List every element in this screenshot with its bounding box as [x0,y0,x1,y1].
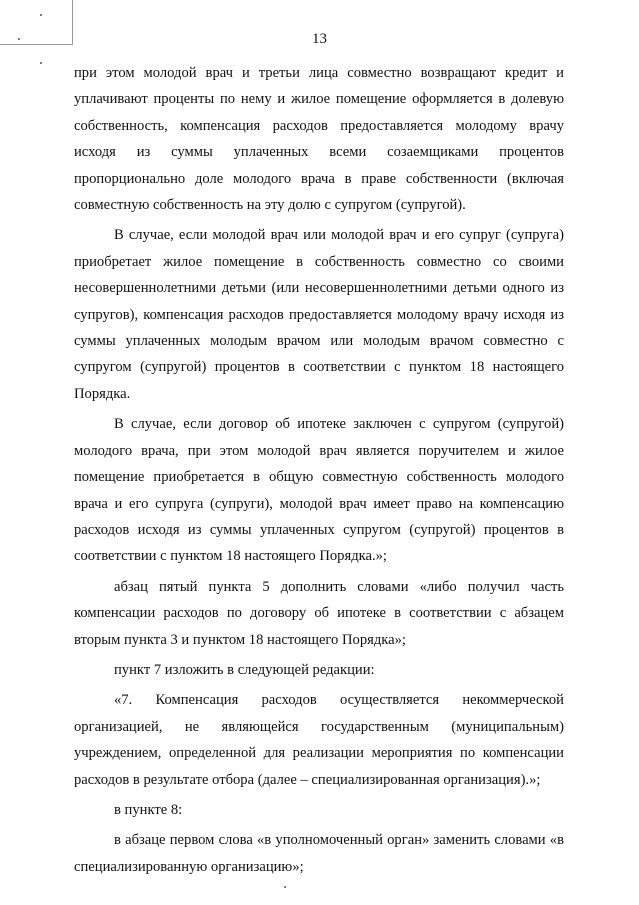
paragraph-spouse-mortgage: В случае, если договор об ипотеке заключен с супругом (супругой) молодого врача, при этом молодой врач является поручителем и жилое помещение приобретается в общую совместную собственность молодого врача и его супруга (супруги), молодой врач имеет право на компенсацию расходов исходя из суммы уплаченных супругом (супругой) процентов в соответствии с пунктом 18 настоящего Порядка.»; [74,416,564,565]
document-body [74,60,564,880]
paragraph-clause-8-intro: в пункте 8: [114,801,183,818]
page-number: 13 [312,31,327,47]
scan-speck [40,14,42,16]
scan-speck [40,62,42,64]
paragraph-clause-7-intro: пункт 7 изложить в следующей редакции: [114,661,375,678]
paragraph-continuation: при этом молодой врач и третьи лица совместно возвращают кредит и уплачивают проценты по нему и жилое помещение оформляется в долевую собственность, компенсация расходов предоставляется молодому врачу исходя из суммы уплаченных всеми созаемщиками процентов пропорционально доле молодого врача в праве собственности (включая совместную собственность на эту долю с супругом (супругой). [74,65,564,214]
paragraph-minor-children: В случае, если молодой врач или молодой врач и его супруг (супруга) приобретает жилое помещение в собственность совместно со своими несовершеннолетними детьми (или несовершеннолетними детьми одного из супругов), компенсация расходов предоставляется молодому врачу исходя из суммы уплаченных молодым врачом или молодым врачом совместно с супругом (супругой) процентов в соответствии с пунктом 18 настоящего Порядка. [74,227,564,402]
paragraph-clause-7-text: «7. Компенсация расходов осуществляется некоммерческой организацией, не являющейся государственным (муниципальным) учреждением, определенной для реализации мероприятия по компенсации расходов в результате отбора (далее – специализированная организация).»; [74,692,564,788]
scan-speck [284,886,286,888]
paragraph-clause-8-text: в абзаце первом слова «в уполномоченный орган» заменить словами «в специализированную организацию»; [74,832,564,875]
paragraph-clause-5-amendment: абзац пятый пункта 5 дополнить словами «либо получил часть компенсации расходов по договору об ипотеке в соответствии с абзацем вторым пункта 3 и пунктом 18 настоящего Порядка»; [74,578,564,648]
